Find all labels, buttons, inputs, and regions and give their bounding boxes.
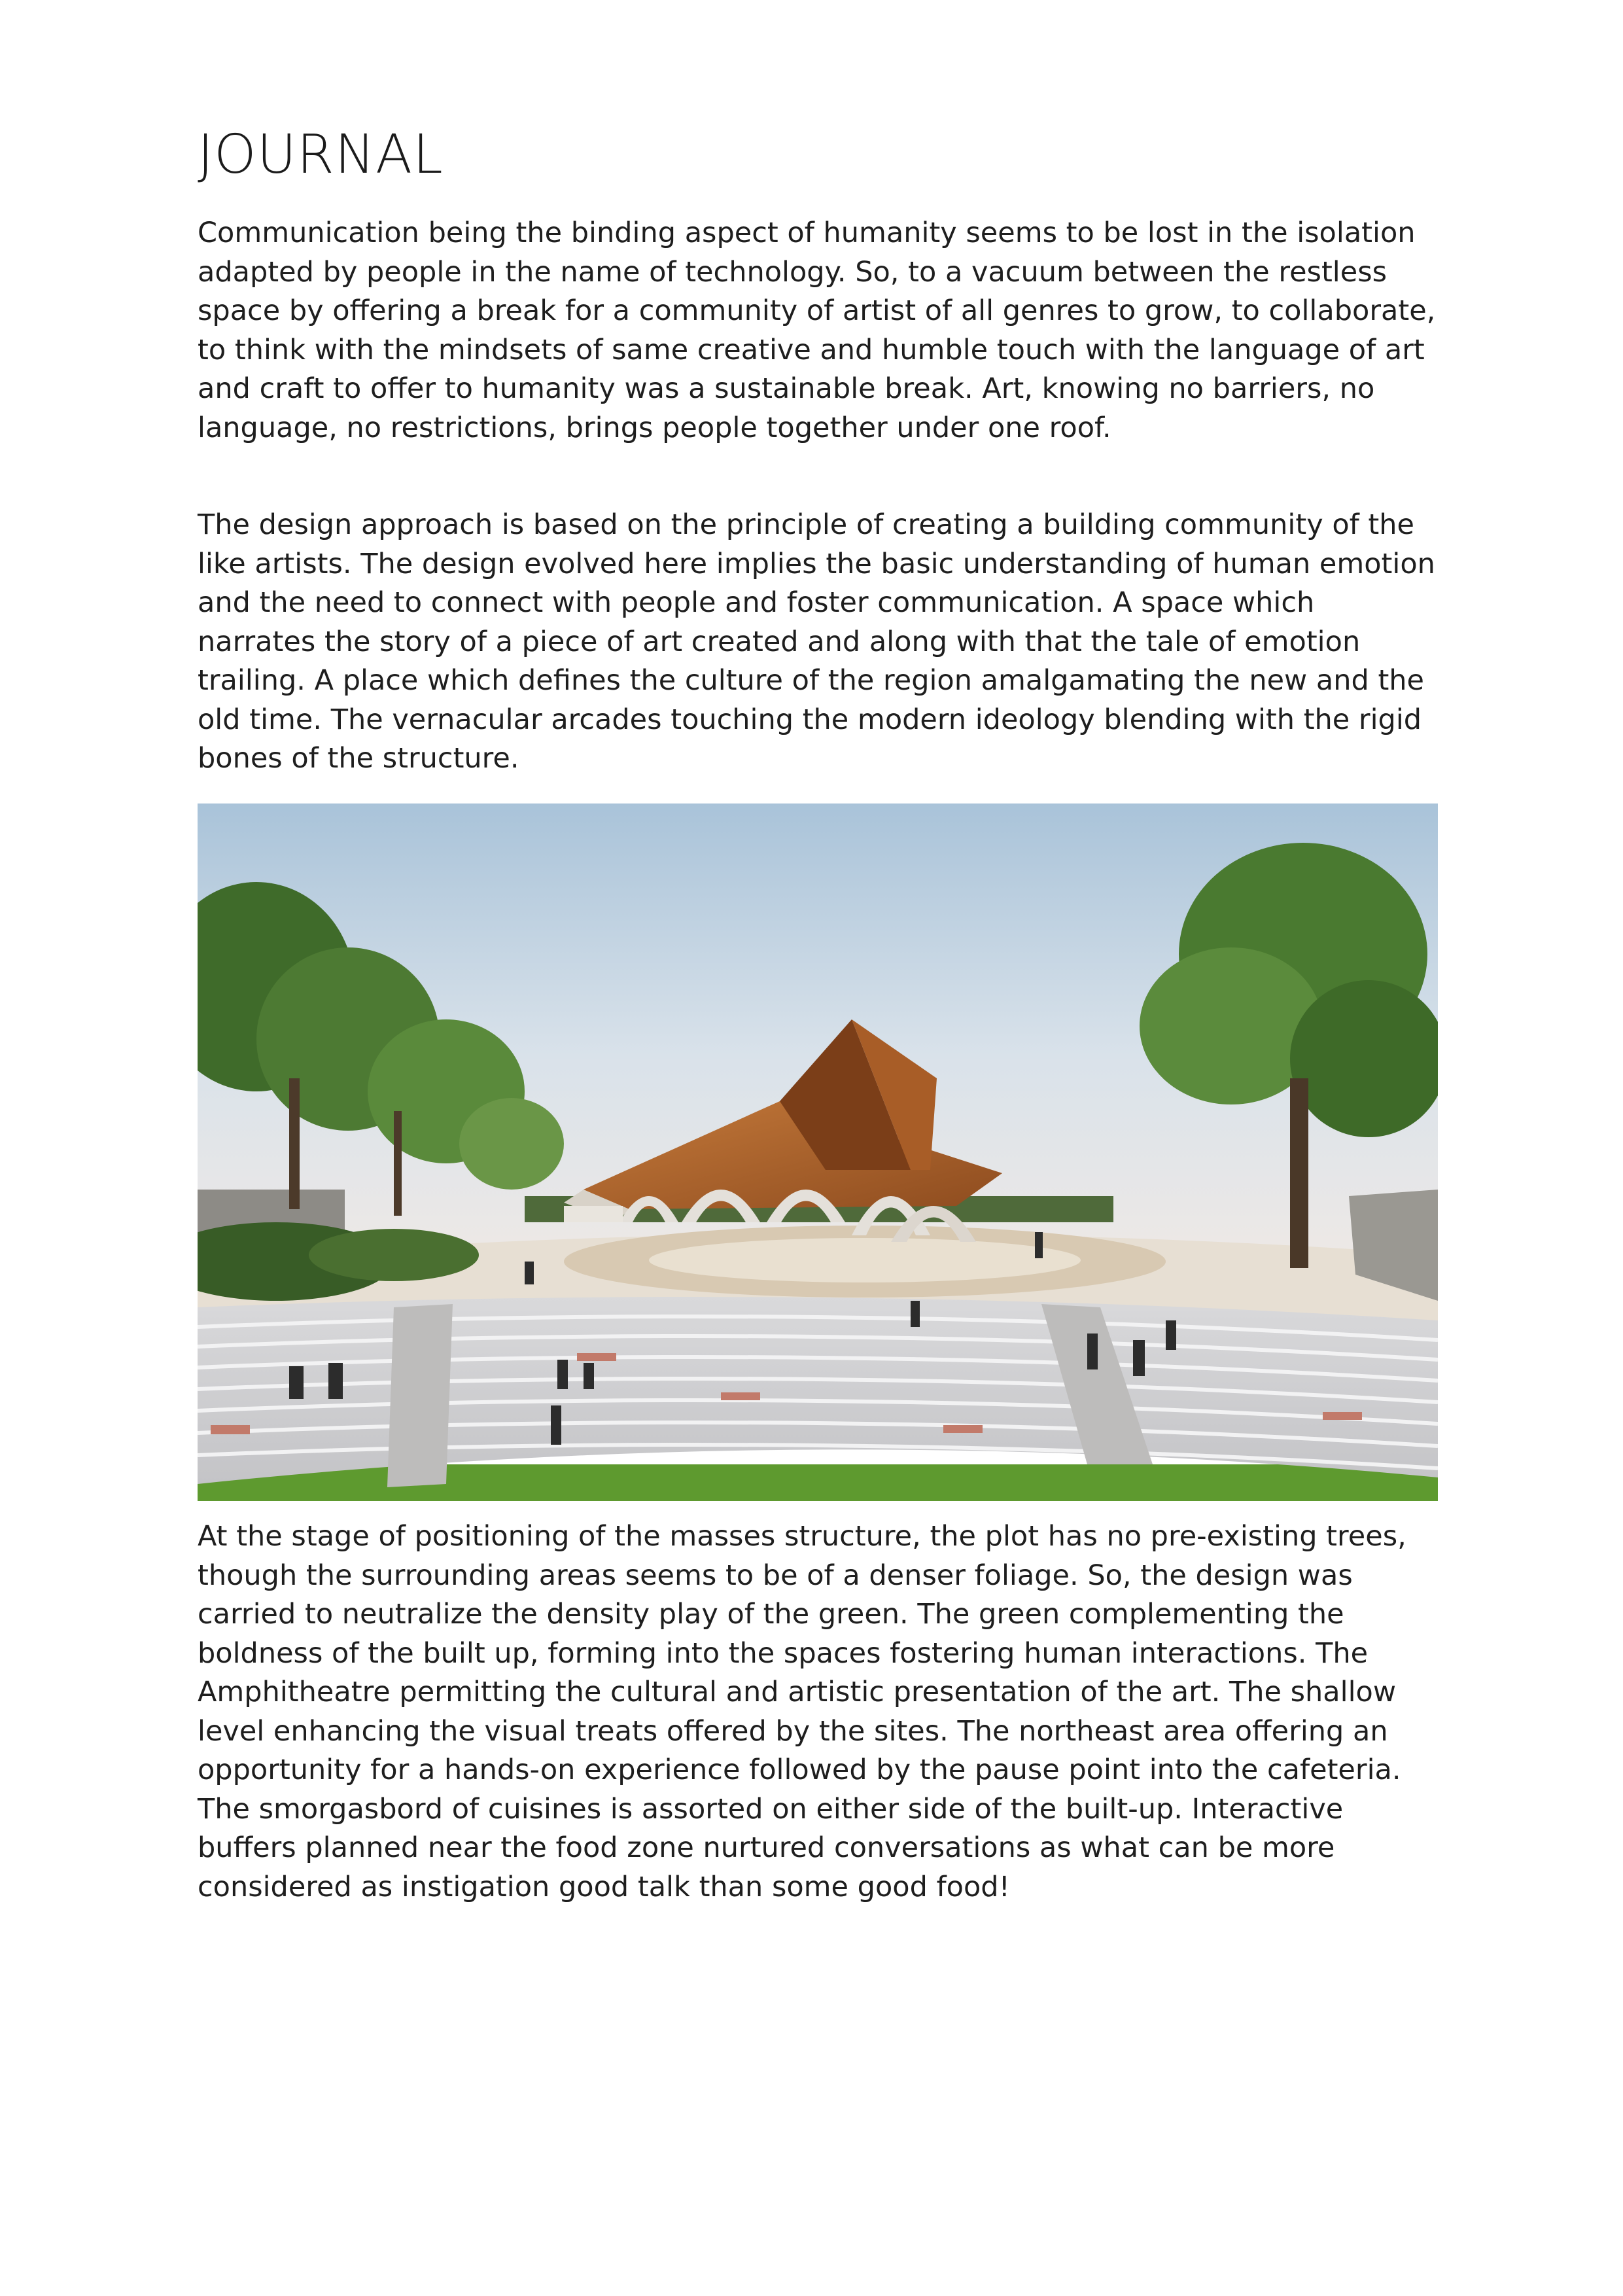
- amphitheatre-steps: [198, 1297, 1438, 1487]
- paragraph-site-planning: At the stage of positioning of the masses structure, the plot has no pre-existing trees, though the surrounding areas seems to be of a denser foliage. So, the design was carried to neutralize the density play of the green. The green complementing the boldness of the built up, forming into the spaces fostering human interactions. The Amphitheatre permitting the cultural and artistic presentation of the art. The shallow level enhancing the visual treats offered by the sites. The northeast area offering an opportunity for a hands-on experience followed by the pause point into the cafeteria. The smorgasbord of cuisines is assorted on either side of the built-up. Interactive buffers planned near the food zone nurtured conversations as what can be more considered as instigation good talk than some good food!: [198, 1520, 1406, 1903]
- lawn: [198, 1464, 1438, 1501]
- paragraph-design-approach: The design approach is based on the principle of creating a building community of the like artists. The design evolved here implies the basic understanding of human emotion and the need to connect with people and foster communication. A space which narrates the story of a piece of art created and along with that the tale of emotion trailing. A place which defines the culture of the region amalgamating the new and the old time. The vernacular arcades touching the modern ideology blending with the rigid bones of the structure.: [198, 508, 1435, 775]
- architectural-render-image: [198, 804, 1438, 1501]
- paragraph-intro: Communication being the binding aspect of humanity seems to be lost in the isolation adapted by people in the name of technology. So, to a vacuum between the restless space by offering a break for a community of artist of all genres to grow, to collaborate, to think with the mindsets of same creative and humble touch with the language of art and craft to offer to humanity was a sustainable break. Art, knowing no barriers, no language, no restrictions, brings people together under one roof.: [198, 217, 1436, 444]
- plaza-inner-circle: [649, 1238, 1081, 1282]
- page-title: JOURNAL: [198, 124, 444, 186]
